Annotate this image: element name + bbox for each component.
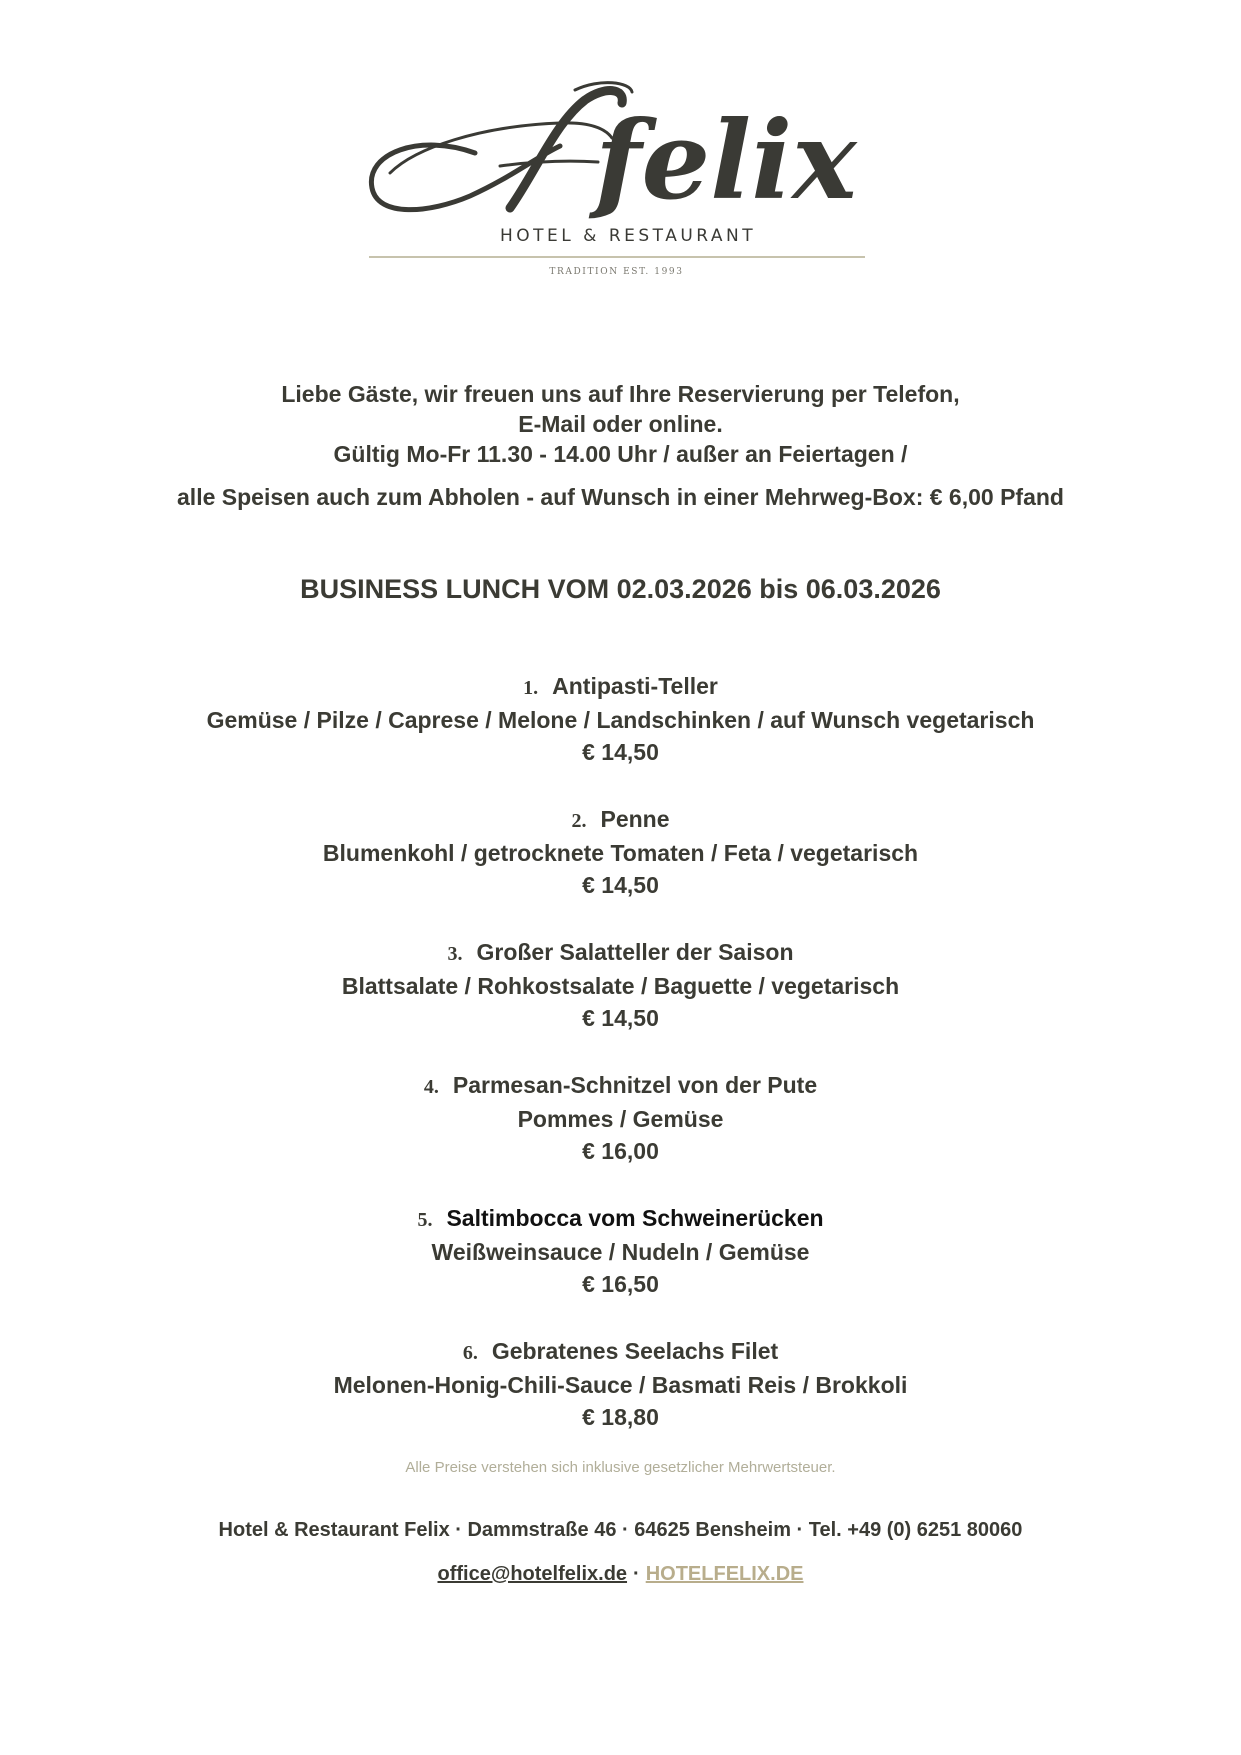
menu-item: [0, 670, 1241, 768]
footer-address: Hotel & Restaurant Felix · Dammstraße 46 · 64625 Bensheim · Tel. +49 (0) 6251 80060: [218, 1519, 1023, 1541]
logo-subtitle: HOTEL & RESTAURANT: [500, 226, 757, 246]
menu-item-name: Antipasti-Teller: [552, 673, 718, 699]
menu-item-number: 4.: [423, 1076, 439, 1098]
website-link[interactable]: HOTELFELIX.DE: [645, 1563, 804, 1585]
menu-item-name: Penne: [600, 806, 670, 832]
menu-item: [0, 1335, 1241, 1433]
menu-item-price: € 16,50: [582, 1271, 659, 1297]
vat-note: Alle Preise verstehen sich inklusive gesetzlicher Mehrwertsteuer.: [405, 1459, 836, 1476]
footer-separator: ·: [633, 1563, 640, 1585]
menu-item: [0, 936, 1241, 1034]
menu-item-description: Weißweinsauce / Nudeln / Gemüse: [431, 1239, 810, 1265]
intro-line-3: Gültig Mo-Fr 11.30 - 14.00 Uhr / außer an Feiertagen /: [333, 441, 908, 467]
menu-item: [0, 1202, 1241, 1300]
menu-item-number: 6.: [462, 1342, 478, 1364]
intro-line-1: Liebe Gäste, wir freuen uns auf Ihre Reservierung per Telefon,: [281, 381, 960, 407]
menu-item: [0, 1069, 1241, 1167]
menu-item-name: Saltimbocca vom Schweinerücken: [446, 1205, 824, 1231]
menu-item-description: Pommes / Gemüse: [517, 1106, 724, 1132]
menu-item-description: Gemüse / Pilze / Caprese / Melone / Landschinken / auf Wunsch vegetarisch: [206, 707, 1035, 733]
footer-contacts: [0, 1563, 1241, 1586]
logo-divider: [369, 256, 865, 258]
menu-item-price: € 14,50: [582, 872, 659, 898]
menu-item-number: 3.: [447, 943, 463, 965]
hotel-logo: [0, 78, 1241, 298]
menu-item-description: Blumenkohl / getrocknete Tomaten / Feta / vegetarisch: [322, 840, 919, 866]
menu-item-price: € 14,50: [582, 739, 659, 765]
menu-item-number: 5.: [417, 1209, 433, 1231]
business-lunch-headline: BUSINESS LUNCH VOM 02.03.2026 bis 06.03.2026: [300, 574, 941, 604]
menu-item: [0, 803, 1241, 901]
intro-text: [0, 379, 1241, 512]
menu-item-price: € 14,50: [582, 1005, 659, 1031]
menu-item-price: € 18,80: [582, 1404, 659, 1430]
intro-line-4: alle Speisen auch zum Abholen - auf Wunsch in einer Mehrweg-Box: € 6,00 Pfand: [177, 484, 1064, 510]
menu-item-price: € 16,00: [582, 1138, 659, 1164]
menu-item-description: Blattsalate / Rohkostsalate / Baguette / vegetarisch: [341, 973, 900, 999]
menu-item-description: Melonen-Honig-Chili-Sauce / Basmati Reis / Brokkoli: [333, 1372, 908, 1398]
felix-script-logo: [360, 78, 880, 248]
menu-item-number: 2.: [571, 810, 587, 832]
logo-tagline: TRADITION EST. 1993: [549, 267, 684, 277]
felix-script-text: felix: [595, 98, 857, 224]
menu-list: [0, 670, 1241, 1468]
menu-item-name: Großer Salatteller der Saison: [476, 939, 794, 965]
email-link[interactable]: office@hotelfelix.de: [437, 1563, 628, 1585]
menu-item-number: 1.: [523, 677, 539, 699]
intro-line-2: E-Mail oder online.: [518, 411, 723, 437]
menu-item-name: Parmesan-Schnitzel von der Pute: [452, 1072, 818, 1098]
menu-item-name: Gebratenes Seelachs Filet: [491, 1338, 779, 1364]
